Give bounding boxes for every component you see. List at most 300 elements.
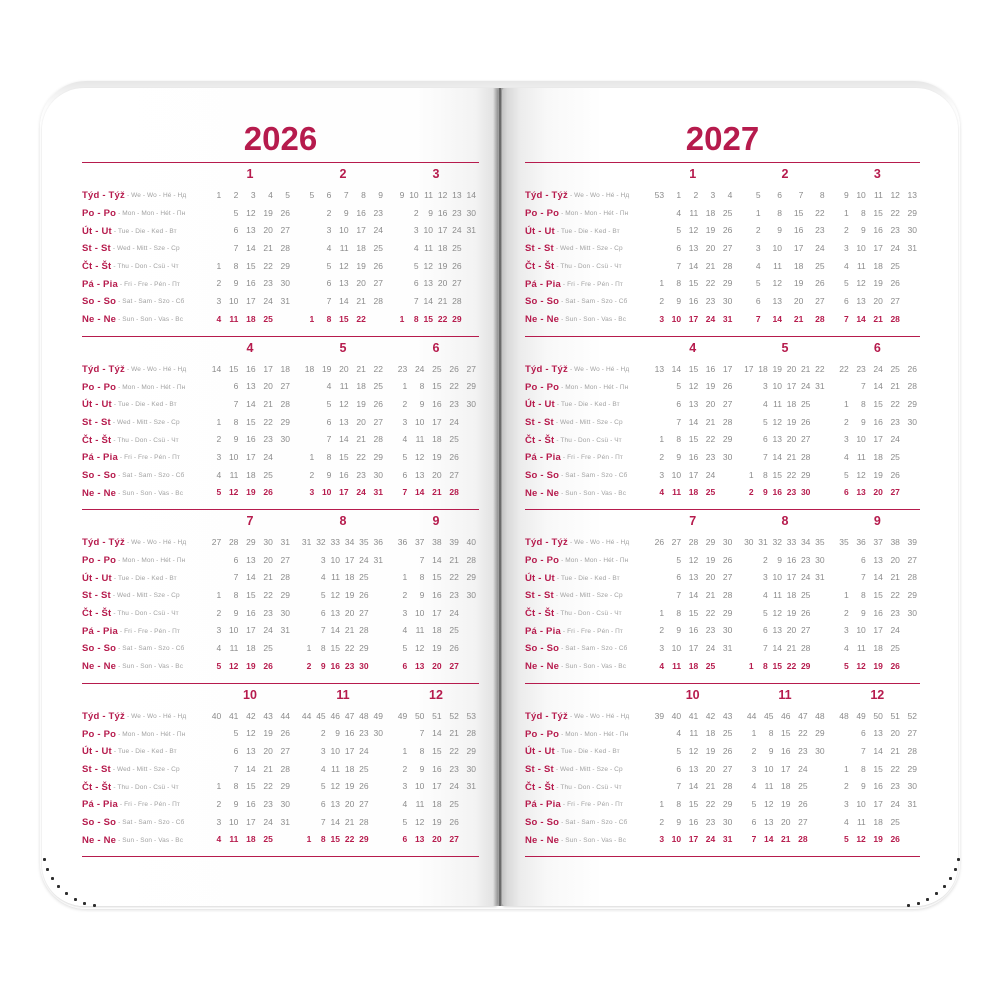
date-cell: 10 (228, 296, 239, 307)
date-cell: 21 (432, 487, 442, 498)
date-cell: 15 (330, 643, 340, 654)
date-cell (207, 378, 224, 396)
date-cell: 3 (326, 225, 332, 236)
date-cell: 7 (676, 781, 682, 792)
week-number: 36 (397, 537, 408, 547)
date-cell (300, 275, 317, 293)
date-cell: 18 (432, 798, 442, 809)
date-cell: 13 (330, 798, 340, 809)
date-cell: 30 (907, 416, 917, 427)
date-cell: 13 (688, 763, 699, 774)
date-cell: 31 (280, 625, 291, 636)
day-label-main: Pá - Pia (82, 625, 118, 637)
date-cell: 5 (843, 469, 849, 480)
day-label-langs: - Wed - Mitt - Sze - Ср (555, 592, 623, 600)
date-cell: 3 (216, 816, 222, 827)
day-row (835, 275, 920, 293)
week-number: 46 (781, 710, 791, 721)
day-row (650, 831, 735, 849)
date-cell: 11 (689, 207, 699, 218)
date-cell: 27 (890, 487, 900, 498)
month-number: 6 (873, 340, 881, 355)
date-cell: 9 (343, 207, 349, 218)
week-number-row (742, 187, 827, 205)
date-cell: 28 (373, 296, 384, 307)
week-number: 6 (326, 190, 332, 200)
date-cell: 15 (432, 572, 442, 583)
date-cell (462, 484, 479, 502)
date-cell: 4 (320, 572, 326, 583)
date-cell: 15 (873, 590, 883, 601)
date-cell (835, 552, 852, 570)
date-cell: 6 (320, 798, 326, 809)
date-cell: 10 (321, 487, 332, 498)
day-row (300, 396, 386, 414)
date-cell (300, 552, 314, 570)
date-cell (300, 293, 317, 311)
month-row-block (82, 684, 479, 857)
day-label-langs: - Sat - Sam - Szo - Сб (561, 645, 628, 653)
day-label-main: Po - Po (82, 381, 117, 393)
day-label-row (82, 275, 200, 293)
date-cell: 1 (751, 728, 757, 739)
day-label-main: Ne - Ne (82, 314, 117, 326)
week-number-row (650, 708, 735, 726)
date-cell: 2 (326, 207, 332, 218)
date-cell: 30 (815, 745, 825, 756)
date-cell: 9 (233, 434, 239, 445)
date-cell: 7 (320, 625, 326, 636)
date-cell: 19 (793, 278, 804, 289)
date-cell (903, 449, 920, 467)
day-label-langs: - Thu - Don - Csü - Чт (113, 263, 179, 271)
day-label-row (82, 831, 200, 849)
date-cell: 19 (344, 781, 355, 792)
date-cell: 1 (306, 834, 312, 845)
date-cell: 22 (263, 416, 273, 427)
week-number: 42 (705, 710, 716, 721)
date-cell: 1 (402, 745, 408, 756)
date-cell: 27 (359, 798, 369, 809)
date-cell (718, 484, 735, 502)
date-cell: 15 (873, 763, 883, 774)
day-label-main: Út - Ut (82, 746, 112, 758)
date-cell: 17 (432, 607, 442, 618)
date-cell: 21 (890, 745, 900, 756)
date-cell: 29 (466, 381, 477, 392)
day-label-langs: - Tue - Die - Ked - Вт (556, 574, 620, 582)
month-table (300, 687, 386, 850)
day-row (742, 778, 827, 796)
date-cell (276, 658, 293, 676)
date-cell: 17 (781, 763, 791, 774)
date-cell: 8 (320, 643, 326, 654)
date-cell: 16 (688, 816, 699, 827)
day-row (742, 275, 827, 293)
day-row (650, 569, 735, 587)
week-number: 30 (722, 537, 733, 547)
week-number-row (393, 361, 479, 379)
date-cell: 14 (423, 296, 433, 307)
date-cell: 27 (800, 625, 811, 636)
date-cell (372, 831, 386, 849)
date-cell: 27 (890, 296, 900, 307)
day-row (650, 761, 735, 779)
day-label-row (525, 587, 643, 605)
week-number: 34 (800, 537, 811, 547)
date-cell: 8 (676, 607, 682, 618)
week-number-row (835, 187, 920, 205)
date-cell: 11 (773, 260, 782, 271)
date-cell: 5 (402, 451, 408, 462)
date-cell: 19 (873, 660, 883, 671)
day-label-row (82, 761, 200, 779)
date-cell: 2 (402, 763, 408, 774)
day-label-main: Pá - Pia (525, 278, 561, 290)
date-cell: 19 (432, 451, 442, 462)
date-cell: 28 (907, 381, 917, 392)
date-cell: 7 (676, 260, 682, 271)
date-cell: 13 (772, 434, 782, 445)
date-cell: 20 (873, 296, 883, 307)
date-cell: 27 (373, 416, 384, 427)
date-cell (650, 240, 667, 258)
month-row-block (82, 163, 479, 336)
date-cell (462, 796, 479, 814)
day-label-row (82, 569, 200, 587)
date-cell: 30 (280, 798, 291, 809)
date-cell (650, 743, 667, 761)
day-label-main: Po - Po (82, 728, 117, 740)
date-cell: 2 (748, 487, 754, 498)
date-cell: 13 (688, 572, 699, 583)
date-cell: 23 (449, 398, 459, 409)
date-cell: 29 (722, 278, 733, 289)
date-cell: 3 (843, 625, 849, 636)
date-cell: 12 (339, 398, 349, 409)
date-cell: 2 (216, 278, 222, 289)
date-cell: 22 (705, 607, 716, 618)
date-cell: 14 (873, 381, 883, 392)
day-label-row (82, 431, 200, 449)
date-cell (465, 258, 479, 276)
date-cell: 4 (659, 660, 665, 671)
date-cell: 22 (449, 745, 459, 756)
day-row (835, 205, 920, 223)
date-cell: 16 (688, 451, 699, 462)
date-cell: 5 (676, 381, 682, 392)
date-cell: 30 (800, 487, 811, 498)
date-cell: 10 (856, 798, 866, 809)
day-row (742, 605, 827, 623)
date-cell: 29 (800, 469, 811, 480)
date-cell: 26 (359, 590, 369, 601)
date-cell: 18 (356, 381, 366, 392)
date-cell (393, 552, 410, 570)
date-cell: 30 (722, 816, 733, 827)
date-cell: 4 (843, 451, 849, 462)
date-cell: 24 (890, 625, 900, 636)
date-cell: 17 (344, 554, 355, 565)
date-cell: 28 (280, 763, 291, 774)
month-number: 1 (246, 167, 254, 181)
date-cell: 13 (246, 381, 256, 392)
date-cell: 2 (751, 745, 757, 756)
day-label-row (82, 361, 200, 379)
date-cell: 3 (843, 798, 849, 809)
date-cell (462, 431, 479, 449)
day-label-column (525, 340, 643, 503)
day-label-row (525, 378, 643, 396)
date-cell (207, 552, 224, 570)
week-number: 17 (722, 363, 733, 374)
week-number: 13 (452, 190, 462, 200)
day-row (835, 258, 920, 276)
date-cell: 16 (246, 607, 256, 618)
date-cell: 4 (676, 728, 682, 739)
week-number: 44 (301, 710, 312, 721)
day-row (207, 743, 293, 761)
day-row (742, 640, 827, 658)
date-cell: 30 (359, 660, 369, 671)
date-cell: 16 (772, 487, 782, 498)
date-cell: 19 (705, 745, 716, 756)
date-cell: 3 (320, 745, 326, 756)
day-row (742, 569, 827, 587)
month-table (835, 166, 920, 329)
day-label-main: Týd - Týž (525, 710, 568, 722)
week-number: 51 (890, 710, 900, 721)
date-cell: 22 (344, 643, 355, 654)
date-cell: 2 (843, 416, 849, 427)
date-cell: 30 (280, 607, 291, 618)
date-cell: 21 (786, 451, 797, 462)
date-cell: 11 (229, 643, 239, 654)
date-cell: 15 (339, 451, 349, 462)
date-cell: 15 (330, 834, 340, 845)
day-row (650, 293, 735, 311)
week-number: 18 (280, 363, 291, 374)
day-row (300, 552, 386, 570)
date-cell: 8 (676, 798, 682, 809)
date-cell: 1 (402, 381, 408, 392)
date-cell: 7 (861, 572, 866, 583)
week-number: 37 (414, 537, 425, 547)
date-cell: 24 (890, 798, 900, 809)
date-cell: 14 (414, 487, 425, 498)
date-cell: 8 (326, 451, 332, 462)
date-cell: 5 (320, 590, 326, 601)
date-cell (462, 814, 479, 832)
day-row (207, 761, 293, 779)
date-cell: 13 (246, 554, 256, 565)
date-cell: 24 (800, 572, 811, 583)
day-label-langs: - We - Wo - Hé - Нд (569, 365, 630, 373)
day-label-main: Út - Ut (82, 225, 112, 237)
day-label-langs: - We - Wo - Hé - Нд (569, 712, 630, 720)
date-cell: 14 (873, 572, 883, 583)
date-cell: 4 (402, 798, 408, 809)
day-label-row (82, 449, 200, 467)
date-cell: 22 (263, 590, 273, 601)
day-label-langs: - Mon - Mon - Hét - Пн (118, 210, 186, 218)
date-cell: 12 (330, 781, 340, 792)
week-number: 48 (839, 710, 849, 721)
date-cell: 6 (861, 554, 866, 565)
date-cell: 28 (907, 745, 917, 756)
date-cell: 23 (356, 469, 366, 480)
date-cell: 25 (263, 643, 273, 654)
date-cell: 13 (873, 554, 883, 565)
day-label-row (82, 467, 200, 485)
date-cell: 24 (359, 745, 369, 756)
day-row (393, 449, 479, 467)
day-label-main: So - So (82, 469, 117, 481)
date-cell: 6 (763, 625, 768, 636)
month-number: 2 (339, 167, 347, 181)
day-label-main: Týd - Týž (82, 363, 125, 375)
date-cell: 22 (705, 434, 716, 445)
week-number: 44 (280, 710, 291, 721)
day-row (300, 658, 386, 676)
date-cell (276, 640, 293, 658)
month-number: 8 (781, 514, 789, 528)
day-row (393, 569, 479, 587)
date-cell: 15 (873, 207, 883, 218)
date-cell: 16 (688, 625, 699, 636)
date-cell: 23 (786, 487, 797, 498)
date-cell: 2 (763, 554, 768, 565)
date-cell: 26 (798, 798, 808, 809)
date-cell: 12 (330, 590, 340, 601)
date-cell: 17 (873, 243, 883, 254)
day-label-langs: - Wed - Mitt - Sze - Ср (112, 592, 180, 600)
month-number: 1 (689, 167, 697, 181)
day-label-row (82, 622, 200, 640)
date-cell: 24 (815, 243, 825, 254)
date-cell: 20 (890, 728, 900, 739)
day-row (650, 743, 735, 761)
day-row (207, 605, 293, 623)
day-label-row (525, 778, 643, 796)
date-cell: 26 (722, 745, 733, 756)
date-cell: 9 (861, 607, 866, 618)
day-label-langs: - Wed - Mitt - Sze - Ср (112, 418, 180, 426)
date-cell: 23 (263, 798, 273, 809)
date-cell: 23 (263, 434, 273, 445)
day-row (300, 431, 386, 449)
week-number: 53 (466, 710, 477, 721)
week-number: 3 (710, 190, 716, 200)
date-cell: 4 (326, 243, 332, 254)
week-number: 48 (815, 710, 825, 721)
date-cell (276, 449, 293, 467)
week-number: 10 (409, 190, 419, 200)
week-number: 52 (449, 710, 459, 721)
date-cell: 14 (246, 572, 256, 583)
date-cell: 23 (705, 296, 716, 307)
date-cell: 27 (280, 745, 291, 756)
date-cell: 25 (263, 469, 273, 480)
day-label-langs: - Sun - Son - Vas - Вс (118, 836, 184, 844)
date-cell: 19 (873, 278, 883, 289)
month-number: 10 (243, 687, 257, 702)
date-cell: 27 (798, 816, 808, 827)
day-row (207, 293, 293, 311)
week-number: 49 (373, 710, 383, 721)
day-row (393, 622, 479, 640)
date-cell (465, 311, 479, 329)
date-cell: 4 (216, 834, 222, 845)
week-number: 29 (705, 537, 716, 547)
week-number: 51 (432, 710, 442, 721)
date-cell: 1 (309, 313, 315, 324)
day-row (650, 605, 735, 623)
week-number-row (300, 534, 386, 552)
date-cell: 12 (688, 745, 699, 756)
date-cell: 23 (373, 207, 384, 218)
day-row (650, 431, 735, 449)
date-cell: 14 (873, 745, 883, 756)
date-cell (903, 467, 920, 485)
date-cell: 16 (786, 554, 797, 565)
date-cell: 17 (432, 781, 442, 792)
day-row (300, 311, 386, 329)
date-cell: 15 (246, 260, 256, 271)
date-cell (300, 222, 317, 240)
week-number-row (742, 708, 827, 726)
day-label-main: Týd - Týž (82, 190, 125, 202)
day-label-row (525, 258, 643, 276)
day-row (650, 778, 735, 796)
date-cell: 30 (722, 625, 733, 636)
day-label-main: So - So (525, 816, 560, 828)
day-row (207, 311, 293, 329)
date-cell: 16 (432, 398, 442, 409)
date-cell: 5 (216, 487, 222, 498)
month-number: 4 (689, 340, 697, 355)
date-cell: 4 (402, 625, 408, 636)
date-cell: 17 (688, 643, 699, 654)
day-label-main: Ne - Ne (82, 487, 117, 499)
week-number: 8 (819, 190, 825, 200)
day-label-main: Týd - Týž (525, 190, 568, 202)
date-cell: 19 (786, 607, 797, 618)
date-cell: 27 (452, 278, 462, 289)
date-cell: 13 (856, 296, 866, 307)
date-cell: 2 (659, 296, 665, 307)
week-number: 50 (414, 710, 425, 721)
date-cell: 6 (320, 607, 326, 618)
day-row (207, 484, 293, 502)
week-number: 44 (746, 710, 757, 721)
date-cell (742, 414, 756, 432)
day-row (207, 658, 293, 676)
date-cell: 6 (413, 278, 419, 289)
day-row (300, 240, 386, 258)
week-number: 23 (856, 363, 866, 374)
date-cell (650, 414, 667, 432)
date-cell: 22 (449, 381, 459, 392)
date-cell: 25 (722, 728, 733, 739)
date-cell: 2 (659, 625, 665, 636)
date-cell: 5 (843, 278, 849, 289)
day-row (742, 467, 827, 485)
month-table (393, 340, 479, 503)
day-row (650, 205, 735, 223)
day-label-langs: - Mon - Mon - Hét - Пн (118, 383, 186, 391)
month-table (835, 340, 920, 503)
